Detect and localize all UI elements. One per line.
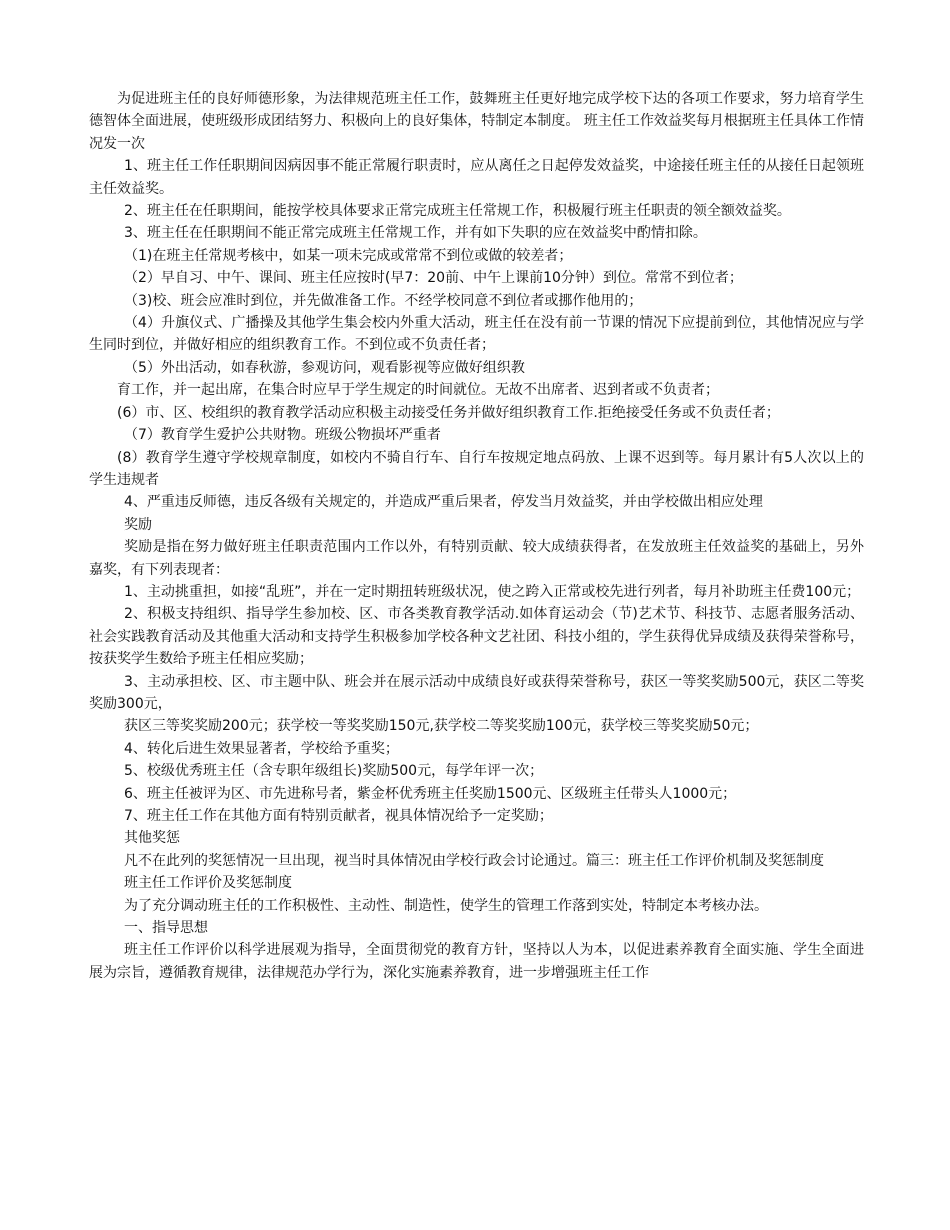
- paragraph-reward-3: 3、主动承担校、区、市主题中队、班会并在展示活动中成绩良好或获得荣誉称号，获区一等奖奖励500元，获区二等奖奖励300元，: [89, 673, 864, 712]
- paragraph-rule-1: 1、班主任工作任职期间因病因事不能正常履行职责时，应从离任之日起停发效益奖，中途接任班主任的从接任日起领班主任效益奖。: [89, 158, 864, 197]
- paragraph-reward-7: 7、班主任工作在其他方面有特别贡献者，视具体情况给予一定奖励；: [124, 808, 553, 824]
- paragraph-item-1: （1)在班主任常规考核中，如某一项未完成或常常不到位或做的较差者；: [124, 247, 573, 264]
- document-body: [89, 88, 864, 984]
- paragraph-item-5-cont: 育工作，并一起出席，在集合时应早于学生规定的时间就位。无故不出席者、迟到者或不负责者；: [117, 382, 719, 399]
- paragraph-evaluation-purpose: 为了充分调动班主任的工作积极性、主动性、制造性，使学生的管理工作落到实处，特制定本考核办法。: [124, 897, 768, 914]
- heading-guiding-thought: 一、指导思想: [124, 920, 208, 937]
- paragraph-intro: 为促进班主任的良好师德形象，为法律规范班主任工作，鼓舞班主任更好地完成学校下达的各项工作要求，努力培育学生德智体全面进展，使班级形成团结努力、积极向上的良好集体，特制定本制度。 班主任工作效益奖每月根据班主任具体工作情况发一次: [89, 91, 864, 152]
- paragraph-item-2: （2）早自习、中午、课间、班主任应按时(早7：20前、中午上课前10分钟）到位。常常不到位者；: [124, 270, 743, 287]
- paragraph-item-3: （3)校、班会应准时到位，并先做准备工作。不经学校同意不到位者或挪作他用的；: [124, 292, 643, 309]
- paragraph-other-rewards: 凡不在此列的奖惩情况一旦出现，视当时具体情况由学校行政会讨论通过。篇三：班主任工作评价机制及奖惩制度: [124, 852, 824, 869]
- paragraph-rule-2: 2、班主任在任职期间，能按学校具体要求正常完成班主任常规工作，积极履行班主任职责的领全额效益奖。: [124, 203, 791, 220]
- paragraph-item-7: （7）教育学生爱护公共财物。班级公物损坏严重者: [124, 427, 441, 444]
- heading-evaluation-system: 班主任工作评价及奖惩制度: [124, 875, 292, 892]
- paragraph-item-5: （5）外出活动，如春秋游，参观访问，观看影视等应做好组织教: [124, 359, 525, 376]
- paragraph-item-8: (8）教育学生遵守学校规章制度，如校内不骑自行车、自行车按规定地点码放、上课不迟到等。每月累计有5人次以上的学生违规者: [89, 449, 864, 488]
- paragraph-rewards-intro: 奖励是指在努力做好班主任职责范围内工作以外，有特别贡献、较大成绩获得者，在发放班主任效益奖的基础上，另外嘉奖，有下列表现者：: [89, 539, 864, 578]
- paragraph-rule-3: 3、班主任在任职期间不能正常完成班主任常规工作，并有如下失职的应在效益奖中酌情扣除。: [124, 225, 707, 242]
- paragraph-reward-3-cont: 获区三等奖奖励200元；获学校一等奖奖励150元,获学校二等奖奖励100元，获学校三等奖奖励50元；: [124, 718, 759, 735]
- heading-other-rewards: 其他奖惩: [124, 830, 180, 847]
- paragraph-reward-6: 6、班主任被评为区、市先进称号者，紫金杯优秀班主任奖励1500元、区级班主任带头人1000元；: [124, 785, 737, 802]
- heading-rewards: 奖励: [124, 516, 152, 533]
- paragraph-reward-5: 5、校级优秀班主任（含专职年级组长)奖励500元，每学年评一次；: [124, 763, 544, 780]
- paragraph-reward-1: 1、主动挑重担，如接“乱班”，并在一定时期扭转班级状况，使之跨入正常或校先进行列者，每月补助班主任费100元；: [124, 583, 861, 600]
- paragraph-item-6: (6）市、区、校组织的教育教学活动应积极主动接受任务并做好组织教育工作.拒绝接受任务或不负责任者；: [117, 404, 780, 421]
- paragraph-reward-4: 4、转化后进生效果显著者，学校给予重奖；: [124, 740, 399, 757]
- paragraph-reward-2: 2、积极支持组织、指导学生参加校、区、市各类教育教学活动.如体育运动会（节)艺术节、科技节、志愿者服务活动、社会实践教育活动及其他重大活动和支持学生积极参加学校各种文艺社团、科技小组的，学生获得优异成绩及获得荣誉称号，按获奖学生数给予班主任相应奖励；: [89, 606, 864, 668]
- paragraph-guiding-thought: 班主任工作评价以科学进展观为指导，全面贯彻党的教育方针，坚持以人为本，以促进素养教育全面实施、学生全面进展为宗旨，遵循教育规律，法律规范办学行为，深化实施素养教育，进一步增强班主任工作: [89, 942, 864, 981]
- paragraph-rule-4: 4、严重违反师德，违反各级有关规定的，并造成严重后果者，停发当月效益奖，并由学校做出相应处理: [124, 494, 763, 511]
- paragraph-item-4: （4）升旗仪式、广播操及其他学生集会校内外重大活动，班主任在没有前一节课的情况下应提前到位，其他情况应与学生同时到位，并做好相应的组织教育工作。不到位或不负责任者；: [89, 315, 864, 354]
